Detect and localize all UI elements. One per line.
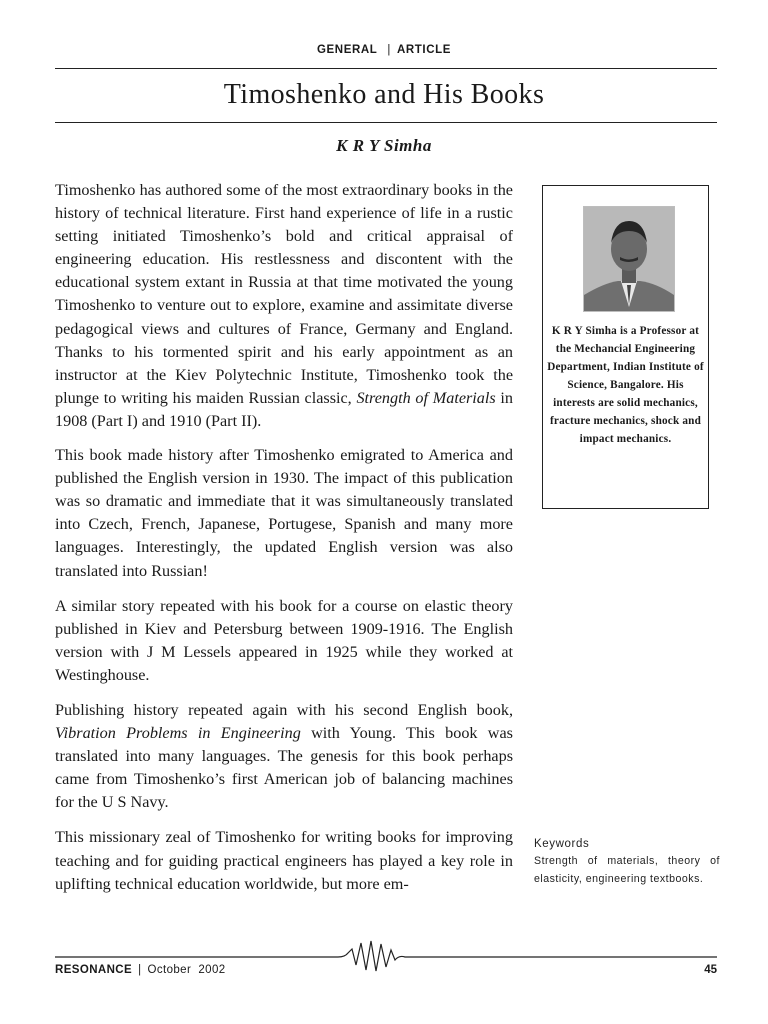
paragraph-2: This book made history after Timoshenko emigrated to America and published the English version in 1930. The impact of this publication was so dramatic and immediate that it was simultaneously translated into Czech, French, Japanese, Portugese, Spanish and many more languages. Interestingly, the updated English version was also translated into Russian!	[55, 446, 513, 580]
page-number: 45	[704, 964, 717, 976]
journal-name: RESONANCE	[55, 964, 133, 976]
book-title-vibration-problems: Vibration Problems in Engineering	[55, 724, 301, 743]
author-bio-text: K R Y Simha is a Professor at the Mechancial Engineering Department, Indian Institute of Science, Bangalore. His interests are solid mechanics, fracture mechanics, shock and impact mechanics.	[547, 325, 704, 445]
book-title-strength-of-materials: Strength of Materials	[356, 388, 496, 407]
article-body	[55, 179, 513, 908]
issue-date: October 2002	[147, 964, 226, 976]
footer-journal-info	[55, 964, 226, 976]
author-byline: K R Y Simha	[336, 136, 432, 155]
paragraph-3: A similar story repeated with his book for a course on elastic theory published in Kiev and Petersburg between 1909-1916. The English version with J M Lessels appeared in 1925 while they worked at Westinghouse.	[55, 596, 513, 684]
keywords-box	[534, 838, 720, 888]
section-separator: |	[387, 44, 391, 56]
article-title: Timoshenko and His Books	[223, 79, 545, 110]
footer-separator: |	[138, 964, 142, 976]
keywords-text: Strength of materials, theory of elasticity, engineering textbooks.	[534, 855, 720, 885]
title-rule	[55, 122, 717, 123]
section-label	[0, 44, 768, 56]
author-photo	[583, 206, 675, 312]
section-name: GENERAL	[316, 44, 378, 56]
paragraph-4: Publishing history repeated again with his second English book, Vibration Problems in Engineering with Young. This book was translated into many languages. The genesis for this book perhaps came from Timoshenko’s first American job of balancing machines for the U S Navy.	[55, 700, 513, 812]
author-bio-box	[542, 185, 709, 509]
header-rule	[55, 68, 717, 69]
paragraph-1: Timoshenko has authored some of the most extraordinary books in the history of technical literature. First hand experience of life in a rustic setting initiated Timoshenko’s bold and critical appraisal of engineering education. His restlessness and discontent with the educational system extant in Russia at that time motivated the young Timoshenko to venture out to explore, examine and assimitate diverse pedagogical views and cultures of France, Germany and England. Thanks to his tormented spirit and his early appointment as an instructor at the Kiev Polytechnic Institute, Timoshenko took the plunge to writing his maiden Russian classic, Strength of Materials in 1908 (Part I) and 1910 (Part II).	[55, 181, 513, 430]
keywords-heading: Keywords	[534, 838, 590, 850]
paragraph-5: This missionary zeal of Timoshenko for writing books for improving teaching and for guiding practical engineers has played a key role in uplifting technical education worldwide, but more em-	[55, 828, 513, 893]
article-type: ARTICLE	[397, 44, 452, 56]
